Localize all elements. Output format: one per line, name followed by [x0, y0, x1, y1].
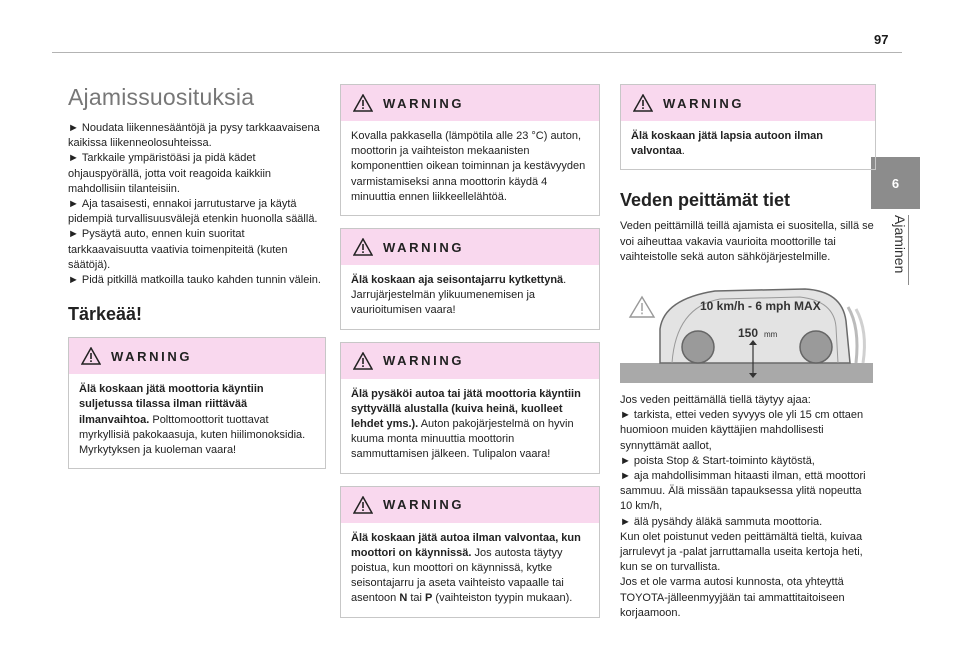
intro-text: Veden peittämillä teillä ajamista ei suositella, sillä se voi aiheuttaa vakavia vaurioita moottorille tai vaihteistolle sekä auton sähköjärjestelmille.	[620, 220, 874, 263]
warning-header	[69, 338, 325, 374]
warning-header	[621, 85, 875, 121]
water-surface	[620, 363, 873, 383]
list-item: ► Noudata liikennesääntöjä ja pysy tarkkaavaisena kaikissa liikenneolosuhteissa.	[68, 122, 320, 150]
flooded-road-illustration	[620, 277, 873, 383]
list-item: ► Tarkkaile ympäristöäsi ja pidä kädet ohjauspyörällä, jotta voit reagoida kaikkiin mahdollisiin tilanteisiin.	[68, 152, 272, 195]
warning-text: Älä pysäköi autoa tai jätä moottoria käyntiin syttyvällä alustalla (kuiva heinä, kuolleet lehdet yms.). Auton pakojärjestelmä on hyvin kuuma monta minuuttia moottorin sammuttamisen jälkeen. Tulipalon vaara!	[351, 387, 581, 461]
lead-text: Jos veden peittämällä tiellä täytyy ajaa:	[620, 394, 811, 407]
top-rule	[52, 52, 902, 53]
arrow-icon: ►	[68, 122, 79, 134]
warning-title: WARNING	[663, 95, 745, 111]
warning-box	[340, 228, 600, 330]
warning-title: WARNING	[383, 239, 465, 255]
list-item: ► poista Stop & Start-toiminto käytöstä,	[620, 454, 815, 467]
arrow-icon: ►	[620, 454, 631, 467]
water-road-list	[620, 408, 876, 530]
warning-triangle-icon	[353, 94, 373, 112]
warning-header	[341, 85, 599, 121]
arrow-icon: ►	[68, 198, 79, 211]
warning-triangle-icon	[353, 238, 373, 256]
warning-triangle-icon	[81, 347, 101, 365]
list-item: ► Pysäytä auto, ennen kuin suoritat tarkkaavaisuutta vaativia toimenpiteitä (kuten säätöjä).	[68, 228, 288, 271]
arrow-icon: ►	[68, 274, 79, 287]
warning-header	[341, 487, 599, 523]
chapter-tab[interactable]: 6	[871, 157, 920, 209]
arrow-icon: ►	[620, 409, 631, 422]
list-item: ► tarkista, ettei veden syvyys ole yli 15 cm ottaen huomioon muiden käyttäjien mahdollisesti synnyttämät aallot,	[620, 409, 864, 452]
warning-text: Älä koskaan jätä lapsia autoon ilman valvontaa.	[631, 130, 823, 158]
list-item: ► Aja tasaisesti, ennakoi jarrutustarve ja käytä pidempiä turvallisuusvälejä etenkin huonolla säällä.	[68, 198, 318, 226]
arrow-icon: ►	[68, 152, 79, 165]
warning-text: Älä koskaan aja seisontajarru kytkettynä. Jarrujärjestelmän ylikuumenemisen ja vaurioitumisen vaara!	[351, 274, 567, 317]
warning-triangle-icon	[353, 352, 373, 370]
arrow-icon: ►	[68, 228, 79, 241]
warning-title: WARNING	[383, 95, 465, 111]
warning-box	[340, 342, 600, 474]
wheel-icon	[682, 331, 714, 363]
section-heading: Veden peittämät tiet	[620, 190, 791, 211]
warning-text: Kovalla pakkasella (lämpötila alle 23 °C) auton, moottorin ja vaihteiston mekaanisten komponenttien oikean toiminnan ja kestävyyden varmistamiseksi anna moottorin käydä 4 minuuttia ennen liikkeellelähtöä.	[351, 130, 586, 203]
important-heading: Tärkeää!	[68, 304, 143, 325]
chapter-label: Ajaminen	[892, 215, 908, 274]
wheel-icon	[800, 331, 832, 363]
column-1	[68, 70, 326, 481]
warning-text: Älä koskaan jätä autoa ilman valvontaa, kun moottori on käynnissä. Jos autosta täytyy poistua, kun moottori on käynnissä, kytke seisontajarru ja aseta vaihteisto vapaalle tai asentoon N tai P (vaihteiston tyypin mukaan).	[351, 531, 581, 605]
warning-title: WARNING	[383, 353, 465, 369]
warning-text: Älä koskaan jätä moottoria käyntiin suljetussa tilassa ilman riittävää ilmanvaihtoa. Polttomoottorit tuottavat myrkyllisiä pakokaasuja, kuten hiilimonoksidia. Myrkytyksen ja kuoleman vaara!	[79, 383, 306, 457]
column-2	[340, 84, 600, 630]
arrow-icon: ►	[620, 515, 631, 528]
warning-header	[341, 343, 599, 379]
warning-box	[340, 84, 600, 216]
speed-limit-label: 10 km/h - 6 mph MAX	[700, 299, 821, 314]
list-item: ► Pidä pitkillä matkoilla tauko kahden tunnin välein.	[68, 274, 321, 287]
section-title: Ajamissuosituksia	[68, 84, 255, 110]
page-number: 97	[874, 32, 889, 47]
recommendation-list	[68, 121, 326, 288]
list-item: ► älä pysähdy äläkä sammuta moottoria.	[620, 515, 823, 528]
column-3	[620, 84, 876, 621]
depth-unit: mm	[764, 330, 778, 340]
warning-box	[340, 486, 600, 618]
list-item: ► aja mahdollisimman hitaasti ilman, että moottori sammuu. Älä missään tapauksessa ylitä nopeutta 10 km/h,	[620, 470, 866, 513]
warning-box	[620, 84, 876, 170]
arrow-icon: ►	[620, 470, 631, 483]
warning-box	[68, 337, 326, 469]
after-text: Kun olet poistunut veden peittämältä tieltä, kuivaa jarrulevyt ja -palat jarruttamalla useita kertoja heti, kun se on turvallista. Jos et ole varma autosi kunnosta, ota yhteyttä TOYOTA-jälleenmyyjään tai ammattitaitoiseen korjaamoon.	[620, 530, 863, 619]
warning-triangle-icon	[633, 94, 653, 112]
warning-header	[341, 229, 599, 265]
depth-value: 150	[738, 326, 759, 341]
chapter-divider	[908, 215, 909, 285]
warning-title: WARNING	[383, 497, 465, 513]
warning-title: WARNING	[111, 348, 193, 364]
warning-triangle-icon	[353, 496, 373, 514]
